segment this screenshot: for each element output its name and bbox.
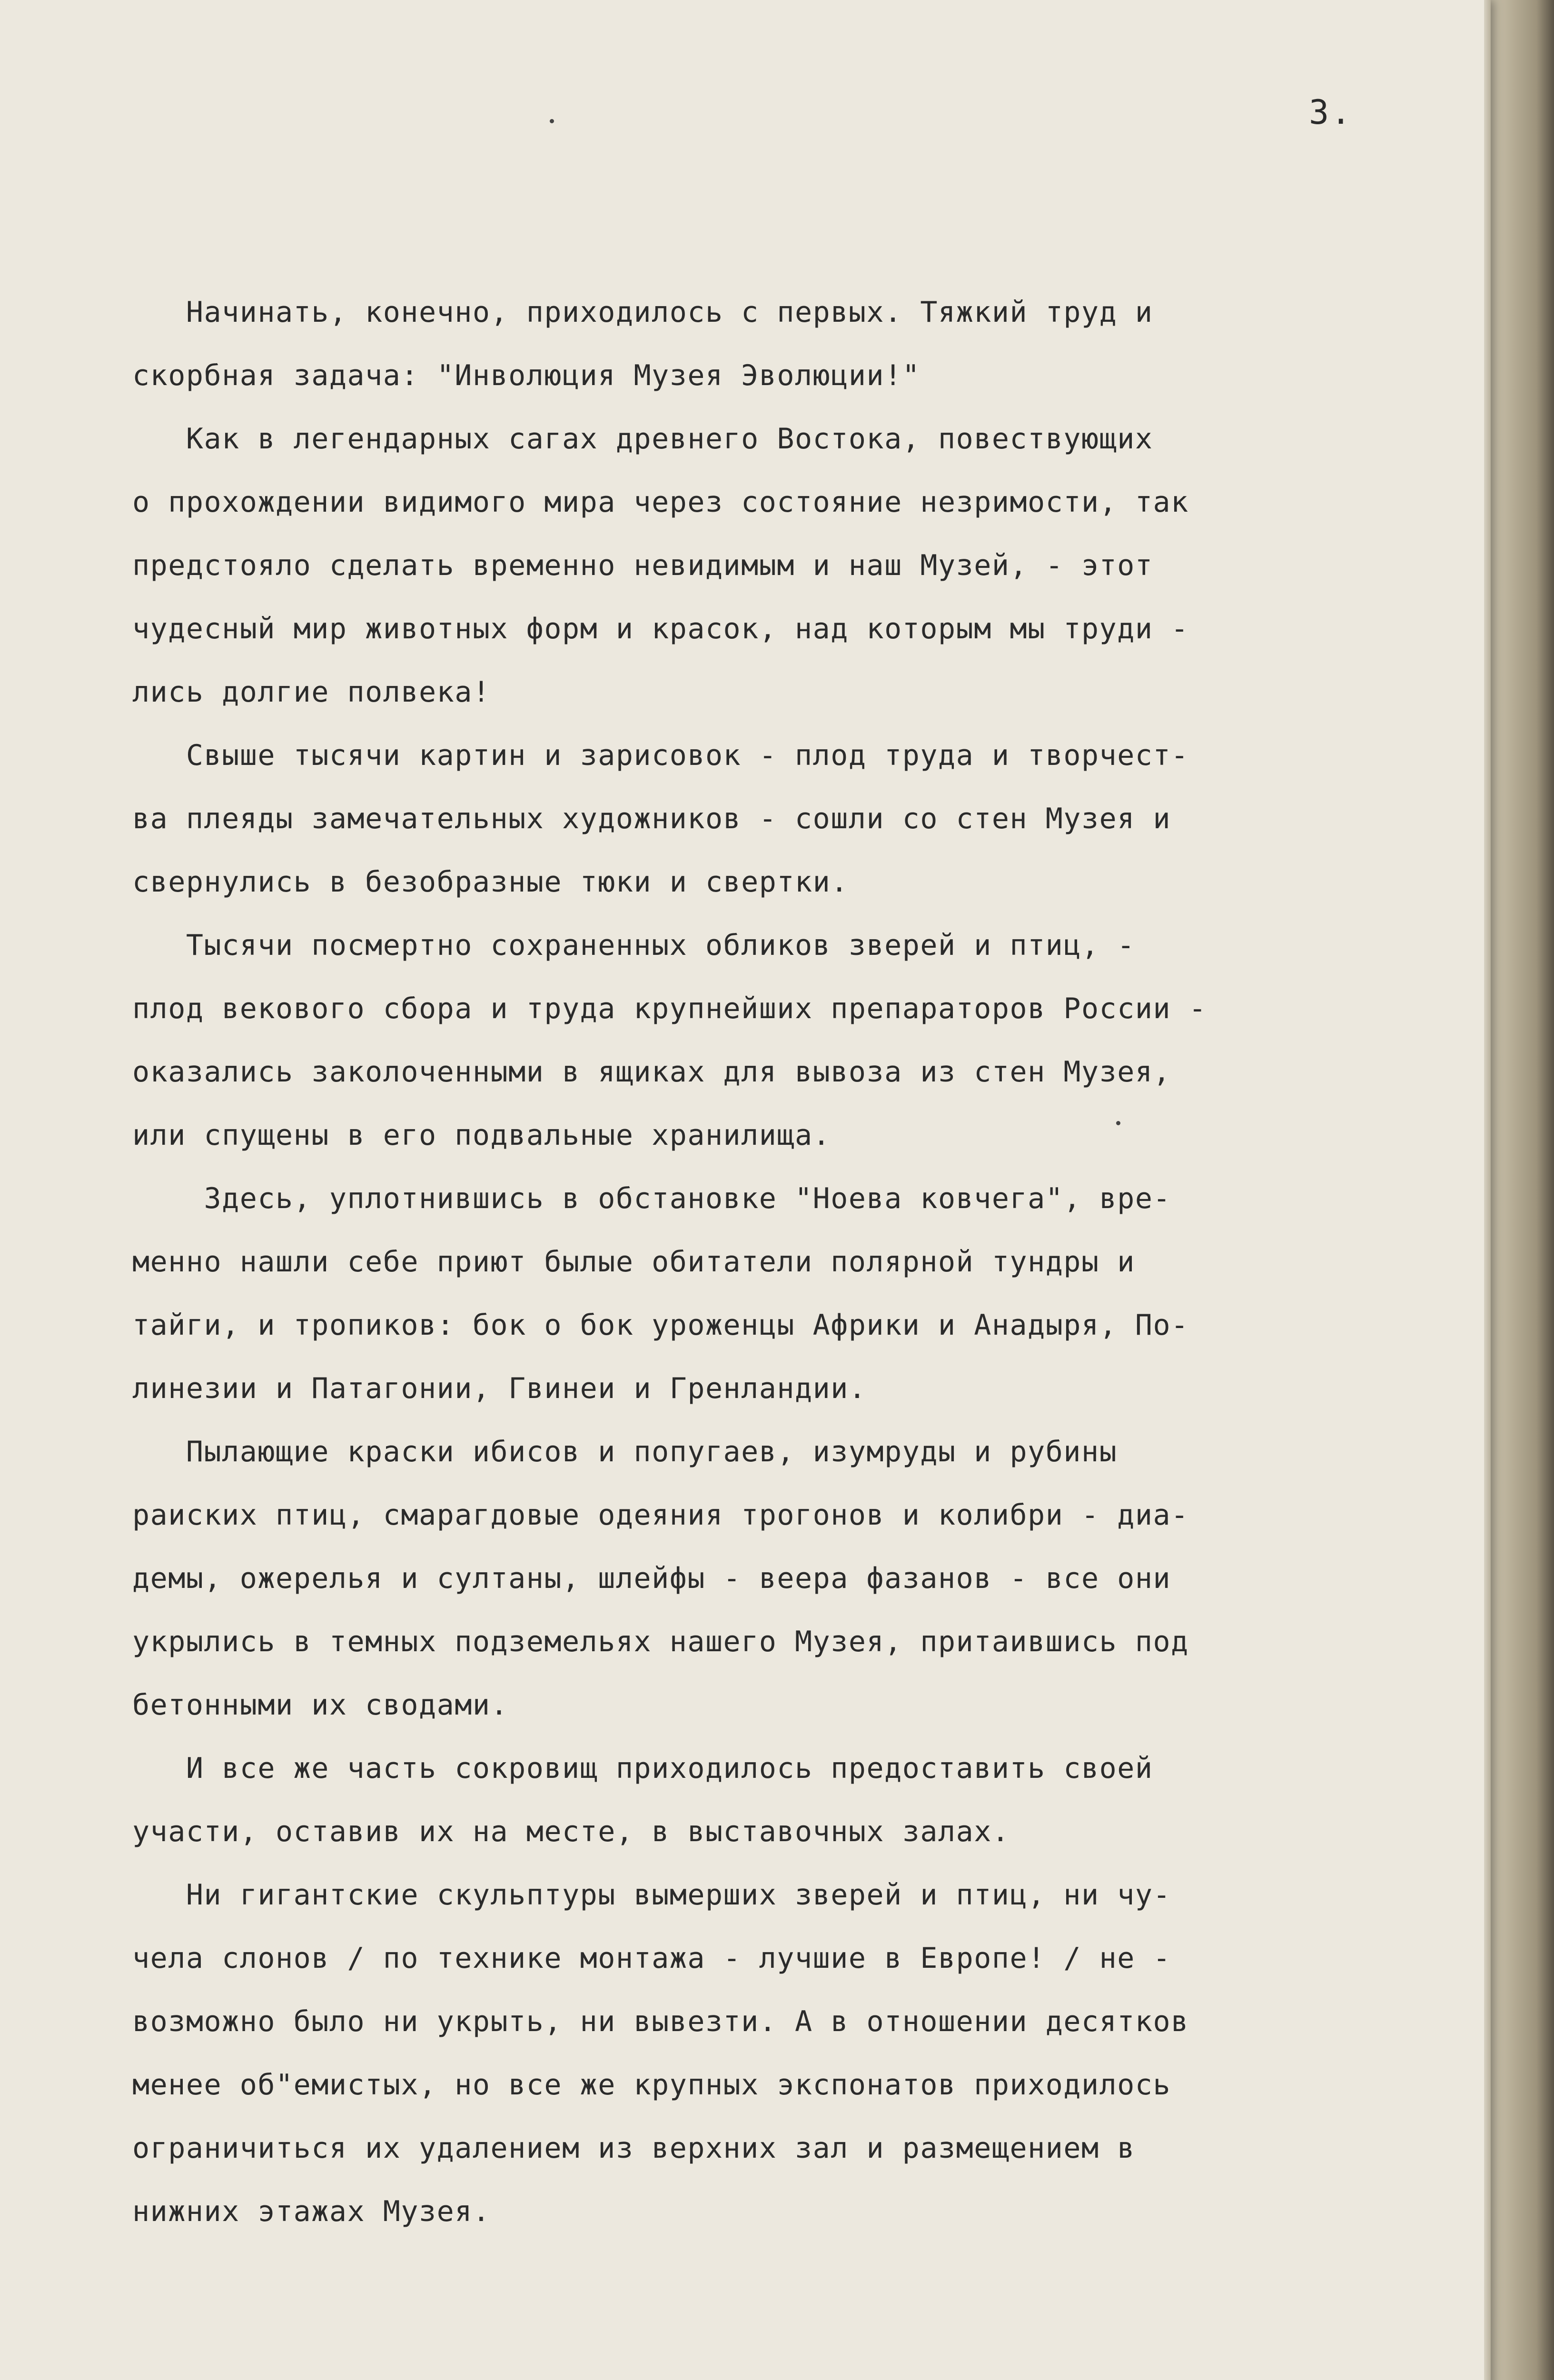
page-number: 3. <box>1309 93 1353 132</box>
text-line: лись долгие полвека! <box>132 675 491 709</box>
text-line: раиских птиц, смарагдовые одеяния трогонов и колибри - диа- <box>132 1498 1189 1532</box>
text-line: Здесь, уплотнившись в обстановке "Ноева ковчега", вре- <box>132 1182 1171 1215</box>
paragraph-6 <box>132 1420 1398 1737</box>
text-line: или спущены в его подвальные хранилища. <box>132 1119 831 1152</box>
text-line: свернулись в безобразные тюки и свертки. <box>132 865 849 899</box>
page-right-edge <box>1484 0 1491 2380</box>
text-line: Тысячи посмертно сохраненных обликов зверей и птиц, - <box>132 929 1135 962</box>
text-line: бетонными их сводами. <box>132 1688 509 1722</box>
text-line: скорбная задача: "Инволюция Музея Эволюции!" <box>132 359 921 392</box>
paragraph-8 <box>132 1864 1398 2243</box>
text-line: Свыше тысячи картин и зарисовок - плод труда и творчест- <box>132 739 1189 772</box>
text-line: участи, оставив их на месте, в выставочных залах. <box>132 1815 1010 1848</box>
document-body <box>132 281 1398 2243</box>
text-line: ограничиться их удалением из верхних зал и размещением в <box>132 2132 1135 2165</box>
text-line: плод векового сбора и труда крупнейших препараторов России - <box>132 992 1207 1025</box>
paragraph-7 <box>132 1737 1398 1864</box>
text-line: укрылись в темных подземельях нашего Музея, притаившись под <box>132 1625 1189 1658</box>
text-line: демы, ожерелья и султаны, шлейфы - веера фазанов - все они <box>132 1562 1171 1595</box>
text-line: оказались заколоченными в ящиках для вывоза из стен Музея, <box>132 1055 1171 1089</box>
text-line: нижних этажах Музея. <box>132 2195 491 2228</box>
paragraph-3 <box>132 724 1398 914</box>
text-line: Как в легендарных сагах древнего Востока, повествующих <box>132 422 1153 456</box>
text-line: о прохождении видимого мира через состояние незримости, так <box>132 486 1189 519</box>
text-line: Ни гигантские скульптуры вымерших зверей и птиц, ни чу- <box>132 1878 1171 1912</box>
text-line: возможно было ни укрыть, ни вывезти. А в отношении десятков <box>132 2005 1189 2038</box>
text-line: тайги, и тропиков: бок о бок уроженцы Африки и Анадыря, По- <box>132 1309 1189 1342</box>
text-line: линезии и Патагонии, Гвинеи и Гренландии. <box>132 1372 867 1405</box>
paragraph-5 <box>132 1167 1398 1420</box>
text-line: менно нашли себе приют былые обитатели полярной тундры и <box>132 1245 1135 1279</box>
text-line: Начинать, конечно, приходилось с первых. Тяжкий труд и <box>132 296 1153 329</box>
text-line: Пылающие краски ибисов и попугаев, изумруды и рубины <box>132 1435 1118 1468</box>
paragraph-4 <box>132 914 1398 1167</box>
text-line: предстояло сделать временно невидимым и наш Музей, - этот <box>132 549 1153 582</box>
text-line: чудесный мир животных форм и красок, над которым мы труди - <box>132 612 1189 645</box>
paragraph-1 <box>132 281 1398 407</box>
text-line: ва плеяды замечательных художников - сошли со стен Музея и <box>132 802 1171 835</box>
speck <box>550 119 554 123</box>
text-line: менее об"емистых, но все же крупных экспонатов приходилось <box>132 2068 1171 2102</box>
paragraph-2 <box>132 407 1398 724</box>
text-line: чела слонов / по технике монтажа - лучшие в Европе! / не - <box>132 1942 1171 1975</box>
text-line: И все же часть сокровищ приходилось предоставить своей <box>132 1752 1153 1785</box>
